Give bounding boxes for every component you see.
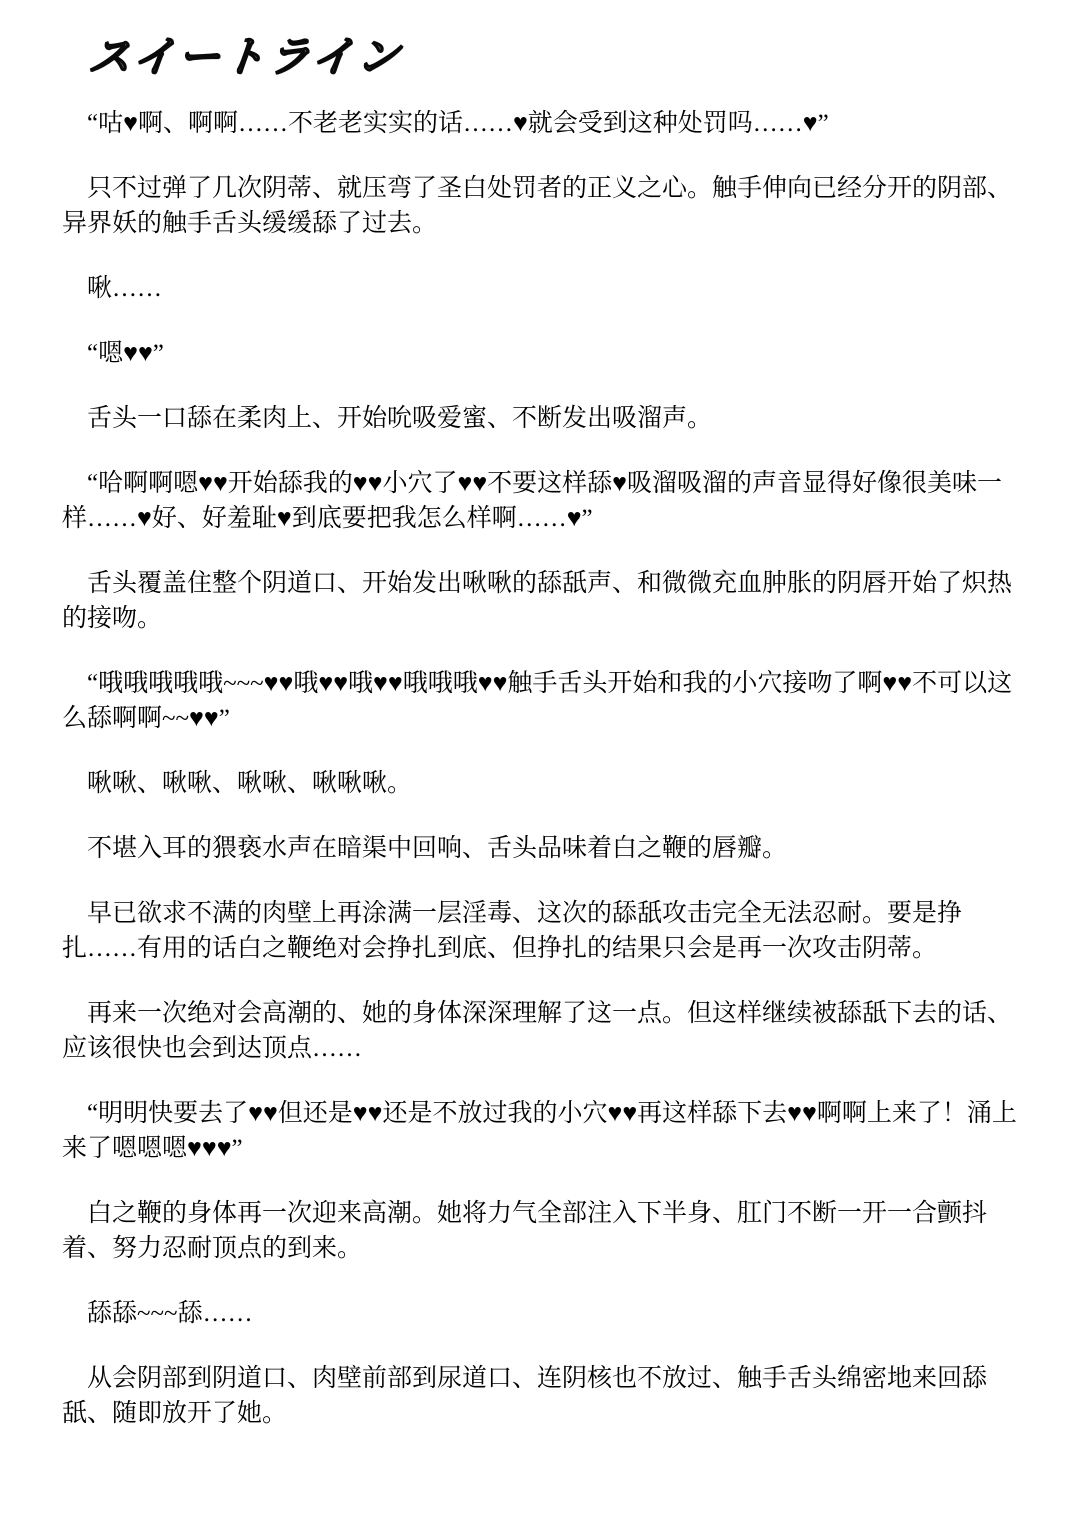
paragraph: “哦哦哦哦哦~~~♥♥哦♥♥哦♥♥哦哦哦♥♥触手舌头开始和我的小穴接吻了啊♥♥不可以这么舔啊啊~~♥♥” bbox=[62, 670, 1013, 733]
paragraph: 白之鞭的身体再一次迎来高潮。她将力气全部注入下半身、肛门不断一开一合颤抖着、努力忍耐顶点的到来。 bbox=[62, 1200, 988, 1263]
paragraph: “明明快要去了♥♥但还是♥♥还是不放过我的小穴♥♥再这样舔下去♥♥啊啊上来了！涌上来了嗯嗯嗯♥♥♥” bbox=[62, 1100, 1017, 1163]
paragraph: 早已欲求不满的肉壁上再涂满一层淫毒、这次的舔舐攻击完全无法忍耐。要是挣扎……有用的话白之鞭绝对会挣扎到底、但挣扎的结果只会是再一次攻击阴蒂。 bbox=[62, 900, 963, 963]
paragraph: 不堪入耳的猥亵水声在暗渠中回响、舌头品味着白之鞭的唇瓣。 bbox=[87, 835, 788, 863]
paragraph: 再来一次绝对会高潮的、她的身体深深理解了这一点。但这样继续被舔舐下去的话、应该很快也会到达顶点…… bbox=[62, 1000, 1013, 1063]
paragraph: 只不过弹了几次阴蒂、就压弯了圣白处罚者的正义之心。触手伸向已经分开的阴部、异界妖的触手舌头缓缓舔了过去。 bbox=[62, 175, 1013, 238]
story-text-block bbox=[62, 106, 1024, 1431]
paragraph: “嗯♥♥” bbox=[87, 340, 164, 368]
paragraph: 舌头一口舔在柔肉上、开始吮吸爱蜜、不断发出吸溜声。 bbox=[87, 405, 713, 433]
paragraph: 啾…… bbox=[87, 275, 163, 303]
paragraph: 从会阴部到阴道口、肉壁前部到尿道口、连阴核也不放过、触手舌头绵密地来回舔舐、随即放开了她。 bbox=[62, 1365, 988, 1428]
paragraph: “咕♥啊、啊啊……不老老实实的话……♥就会受到这种处罚吗……♥” bbox=[87, 110, 829, 138]
paragraph: 舌头覆盖住整个阴道口、开始发出啾啾的舔舐声、和微微充血肿胀的阴唇开始了炽热的接吻。 bbox=[62, 570, 1013, 633]
logo-title: スイートライン bbox=[86, 32, 405, 81]
paragraph: 啾啾、啾啾、啾啾、啾啾啾。 bbox=[87, 770, 413, 798]
paragraph: 舔舔~~~舔…… bbox=[87, 1300, 253, 1328]
paragraph: “哈啊啊嗯♥♥开始舔我的♥♥小穴了♥♥不要这样舔♥吸溜吸溜的声音显得好像很美味一样……♥好、好羞耻♥到底要把我怎么样啊……♥” bbox=[62, 470, 1003, 533]
